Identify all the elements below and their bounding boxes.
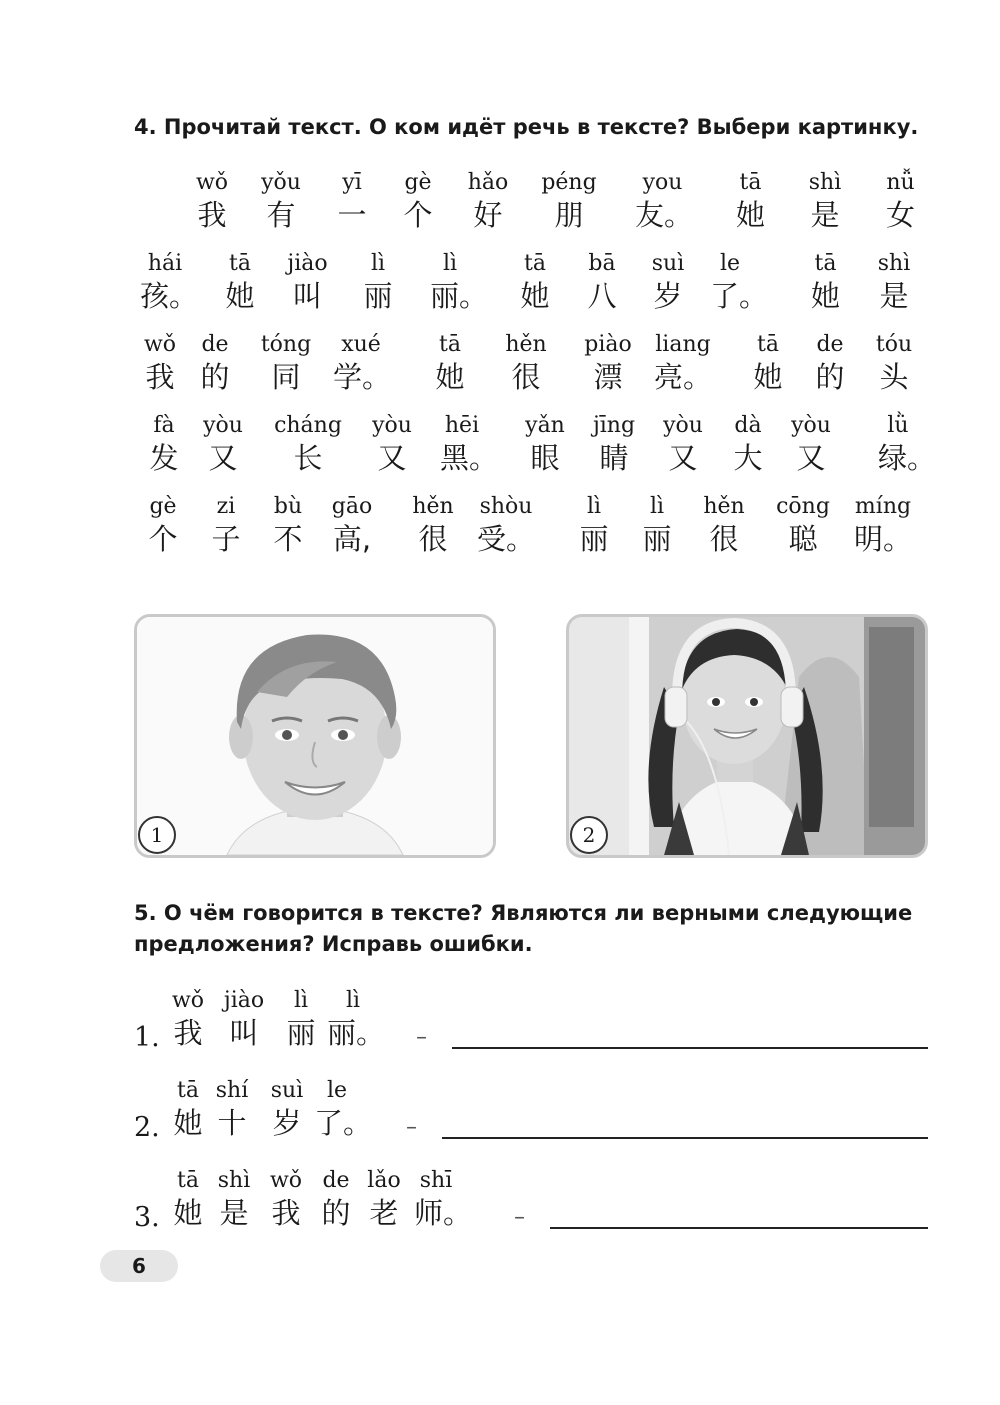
word: yòu 又 [372,413,412,475]
statement-2 [134,1078,934,1148]
statement-number: 2. [134,1112,160,1143]
word: gāo 高, [331,494,373,556]
word: liang 亮。 [653,332,712,394]
boy-portrait-image [137,617,493,855]
word: le 了。 [710,251,769,313]
word: wǒ 我 [171,988,205,1050]
word: péng 朋 [541,170,597,232]
word: tóng 同 [260,332,312,394]
word: de 的 [321,1168,351,1230]
word: cháng 长 [274,413,342,475]
word: suì 岁 [651,251,685,313]
word: tā 她 [520,251,550,313]
word: lì 丽 [579,494,609,556]
word: jiào 叫 [287,251,328,313]
word: wǒ 我 [143,332,177,394]
statement-number: 3. [134,1202,160,1233]
word: yòu 又 [791,413,831,475]
word: de 的 [815,332,845,394]
word: lǎo 老 [367,1168,401,1230]
word: xué 学。 [333,332,392,394]
word: tā 她 [753,332,783,394]
word: shì 是 [217,1168,251,1230]
word: yòu 又 [663,413,703,475]
answer-line-2[interactable] [442,1137,928,1139]
word: yī 一 [337,170,367,232]
word: you 友。 [635,170,694,232]
word: wǒ 我 [269,1168,303,1230]
answer-line-3[interactable] [550,1227,928,1229]
word: tóu 头 [875,332,913,394]
text-line-3 [140,332,930,402]
word: hěn 很 [703,494,745,556]
text-line-1 [140,170,930,240]
word: wǒ 我 [195,170,229,232]
exercise-5-heading: 5. О чём говорится в тексте? Являются ли верными следующие предложения? Исправь ошибки. [134,901,913,956]
word: fà 发 [149,413,179,475]
dash: – [406,1115,417,1140]
word: lǜ 绿。 [878,413,937,475]
page-number: 6 [100,1250,178,1282]
dash: – [514,1205,525,1230]
word: lì 丽。 [430,251,489,313]
word: dà 大 [733,413,763,475]
word: tā 她 [173,1078,203,1140]
answer-line-1[interactable] [452,1047,928,1049]
word: le 了。 [314,1078,373,1140]
word: hēi 黑。 [440,413,499,475]
word: de 的 [200,332,230,394]
girl-portrait-image [569,617,925,855]
word: yǒu 有 [261,170,301,232]
word: tā 她 [810,251,840,313]
word: yòu 又 [203,413,243,475]
picture-2-girl[interactable] [566,614,928,858]
word: tā 她 [225,251,255,313]
word: shì 是 [808,170,842,232]
word: lì 丽。 [327,988,386,1050]
text-line-4 [140,413,937,483]
word: hěn 很 [505,332,547,394]
word: tā 她 [173,1168,203,1230]
word: gè 个 [403,170,433,232]
exercise-4-heading: 4. Прочитай текст. О ком идёт речь в тексте? Выбери картинку. [134,115,919,139]
picture-1-number-badge: 1 [138,816,176,854]
statement-3 [134,1168,934,1238]
word: tā 她 [435,332,465,394]
statement-number: 1. [134,1022,160,1053]
word: lì 丽 [286,988,316,1050]
word: yǎn 眼 [525,413,565,475]
word: shì 是 [877,251,911,313]
word: hěn 很 [412,494,454,556]
word: nǚ 女 [885,170,915,232]
word: lì 丽 [642,494,672,556]
picture-1-boy[interactable] [134,614,496,858]
text-line-2 [140,251,930,321]
picture-2-number-badge: 2 [570,816,608,854]
statement-1 [134,988,934,1058]
word: gè 个 [148,494,178,556]
word: zi 子 [211,494,241,556]
word: lì 丽 [363,251,393,313]
word: hǎo 好 [467,170,509,232]
word: piào 漂 [584,332,632,394]
dash: – [416,1025,427,1050]
word: shòu 受。 [476,494,535,556]
word: tā 她 [735,170,765,232]
word: míng 明。 [853,494,912,556]
word: shī 师。 [414,1168,473,1230]
word: bā 八 [587,251,617,313]
word: jīng 睛 [592,413,636,475]
word: jiào 叫 [223,988,265,1050]
text-line-5 [140,494,930,564]
word: bù 不 [273,494,303,556]
word: shí 十 [215,1078,249,1140]
word: cōng 聪 [776,494,830,556]
word: suì 岁 [270,1078,304,1140]
word: hái 孩。 [140,251,199,313]
